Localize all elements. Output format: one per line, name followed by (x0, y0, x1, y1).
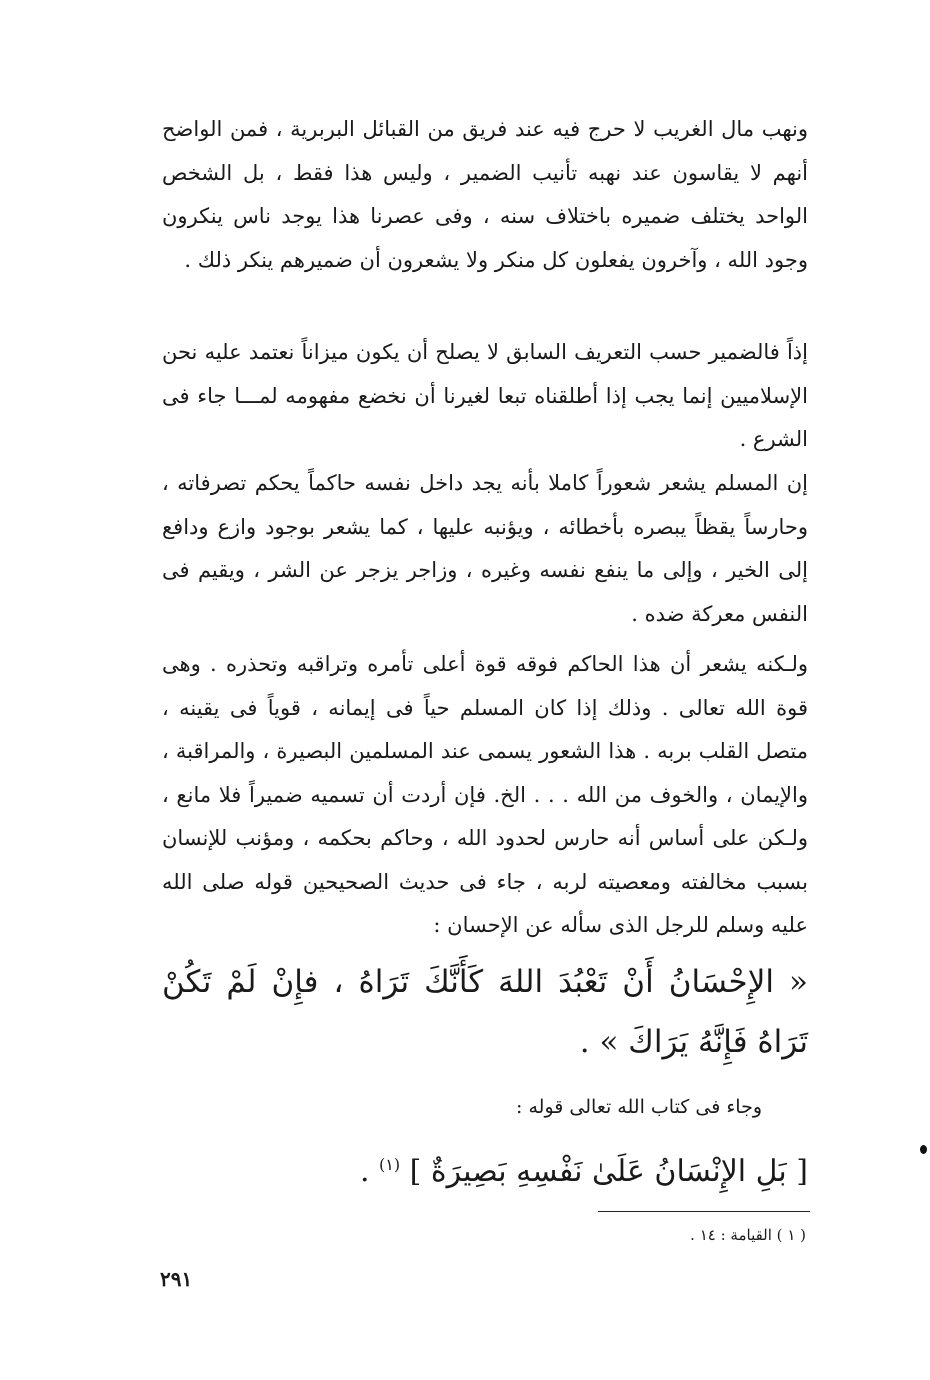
footnote: ( ١ ) القيامة : ١٤ . (690, 1226, 806, 1244)
footnote-divider (598, 1211, 810, 1212)
paragraph-4: ولـكنه يشعر أن هذا الحاكم فوقه قوة أعلى تأمره وتراقبه وتحذره . وهى قوة الله تعالى . وذلك إذا كان المسلم حياً فى إيمانه ، قوياً فى يقينه ، متصل القلب بربه . هذا الشعور يسمى عند المسلمين البصيرة ، والمراقبة ، والإيمان ، والخوف من الله . . . الخ. فإن أردت أن تسميه ضميراً فلا مانع ، ولـكن على أساس أنه حارس لحدود الله ، وحاكم بحكمه ، ومؤنب للإنسان بسبب مخالفته ومعصيته لربه ، جاء فى حديث الصحيحين قوله صلى الله عليه وسلم للرجل الذى سأله عن الإحسان : (162, 652, 808, 937)
paragraph-3: إن المسلم يشعر شعوراً كاملا بأنه يجد داخل نفسه حاكماً يحكم تصرفاته ، وحارساً يقظاً يبصره بأخطائه ، ويؤنبه عليها ، كما يشعر بوجود وازع ودافع إلى الخير ، وإلى ما ينفع نفسه وغيره ، وزاجر يزجر عن الشر ، ويقيم فى النفس معركة ضده . (162, 471, 808, 626)
paragraph-2: إذاً فالضمير حسب التعريف السابق لا يصلح أن يكون ميزاناً نعتمد عليه نحن الإسلاميين إنما يجب إذا أطلقناه تبعا لغيرنا أن نخضع مفهومه لمـــا جاء فى الشرع . (162, 340, 808, 451)
paragraph-1: ونهب مال الغريب لا حرج فيه عند فريق من القبائل البربرية ، فمن الواضح أنهم لا يقاسون عند نهبه تأنيب الضمير ، وليس هذا فقط ، بل الشخص الواحد يختلف ضميره باختلاف سنه ، وفى عصرنا هذا يوجد ناس ينكرون وجود الله ، وآخرون يفعلون كل منكر ولا يشعرون أن ضميرهم ينكر ذلك . (162, 117, 808, 272)
verse-end-mark: . (359, 1154, 370, 1189)
page-number: ٢٩١ (160, 1267, 193, 1291)
footnote-reference: (١) (379, 1155, 401, 1174)
quran-verse-line (300, 1140, 808, 1197)
quran-verse: [ بَلِ الإِنْسَانُ عَلَىٰ نَفْسِهِ بَصِيرَةٌ ] (409, 1154, 808, 1189)
verse-intro: وجاء فى كتاب الله تعالى قوله : (516, 1096, 762, 1118)
margin-mark (920, 1145, 927, 1154)
hadith-quote: « الإِحْسَانُ أَنْ تَعْبُدَ اللهَ كَأَنَّكَ تَرَاهُ ، فإِنْ لَمْ تَكُنْ تَرَاهُ فَإِنَّهُ يَرَاكَ » . (162, 964, 808, 1060)
